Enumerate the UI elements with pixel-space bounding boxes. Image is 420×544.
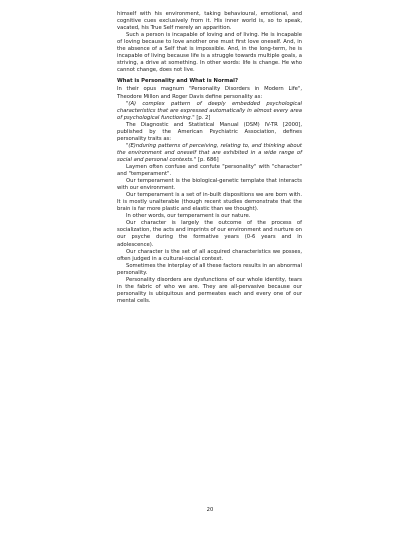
dsm-quote-text: "(E)nduring patterns of perceiving, relating to, and thinking about the environment and oneself that are exhibited in a wide range of social and personal contexts." bbox=[117, 142, 302, 163]
paragraph-millon-quote bbox=[117, 101, 302, 122]
paragraph-temperament-dispositions: Our temperament is a set of in-built dispositions we are born with. It is mostly unalterable (though recent studies demonstrate that the brain is far more plastic and elastic than we thought). bbox=[117, 192, 302, 213]
body-text bbox=[117, 11, 302, 305]
paragraph-dsm-intro: The Diagnostic and Statistical Manual (DSM) IV-TR [2000], published by the American Psychiatric Association, defines personality traits as: bbox=[117, 121, 302, 142]
paragraph-temperament-template: Our temperament is the biological-genetic template that interacts with our environment. bbox=[117, 178, 302, 192]
dsm-quote-citation: [p. 686] bbox=[196, 156, 219, 163]
millon-quote-citation: [p. 2] bbox=[194, 114, 211, 121]
section-heading: What is Personality and What is Normal? bbox=[117, 78, 239, 85]
paragraph-millon-intro: In their opus magnum "Personality Disorders in Modern Life", Theodore Millon and Roger Davis define personality as: bbox=[117, 86, 302, 100]
paragraph-1: himself with his environment, taking behavioural, emotional, and cognitive cues exclusively from it. His inner world is, so to speak, vacated, his True Self merely an apparition. bbox=[117, 11, 302, 32]
page-number: 20 bbox=[206, 507, 214, 513]
paragraph-2: Such a person is incapable of loving and of living. He is incapable of loving because to love another one must first love oneself. And, in the absence of a Self that is impossible. And, in the long-term, he is incapable of living because life is a struggle towards multiple goals, a striving, a drive at something. In other words: life is change. He who cannot change, does not live. bbox=[117, 32, 302, 74]
paragraph-character-acquired: Our character is the set of all acquired characteristics we posses, often judged in a cultural-social context. bbox=[117, 248, 302, 262]
paragraph-laymen: Laymen often confuse and confute "personality" with "character" and "temperament". bbox=[117, 163, 302, 178]
paragraph-temperament-nature: In other words, our temperament is our nature. bbox=[126, 213, 251, 220]
paragraph-character-socialization: Our character is largely the outcome of the process of socialization, the acts and imprints of our environment and nurture on our psyche during the formative years (0-6 years and in adolescence). bbox=[117, 220, 302, 248]
paragraph-dsm-quote bbox=[117, 143, 302, 164]
paragraph-interplay: Sometimes the interplay of all these factors results in an abnormal personality. bbox=[117, 262, 302, 276]
millon-quote-text: "(A) complex pattern of deeply embedded psychological characteristics that are expressed automatically in almost every area of psychological functioning." bbox=[117, 100, 302, 121]
paragraph-personality-disorders: Personality disorders are dysfunctions of our whole identity, tears in the fabric of who we are. They are all-pervasive because our personality is ubiquitous and permeates each and every one of our mental cells. bbox=[117, 276, 302, 304]
